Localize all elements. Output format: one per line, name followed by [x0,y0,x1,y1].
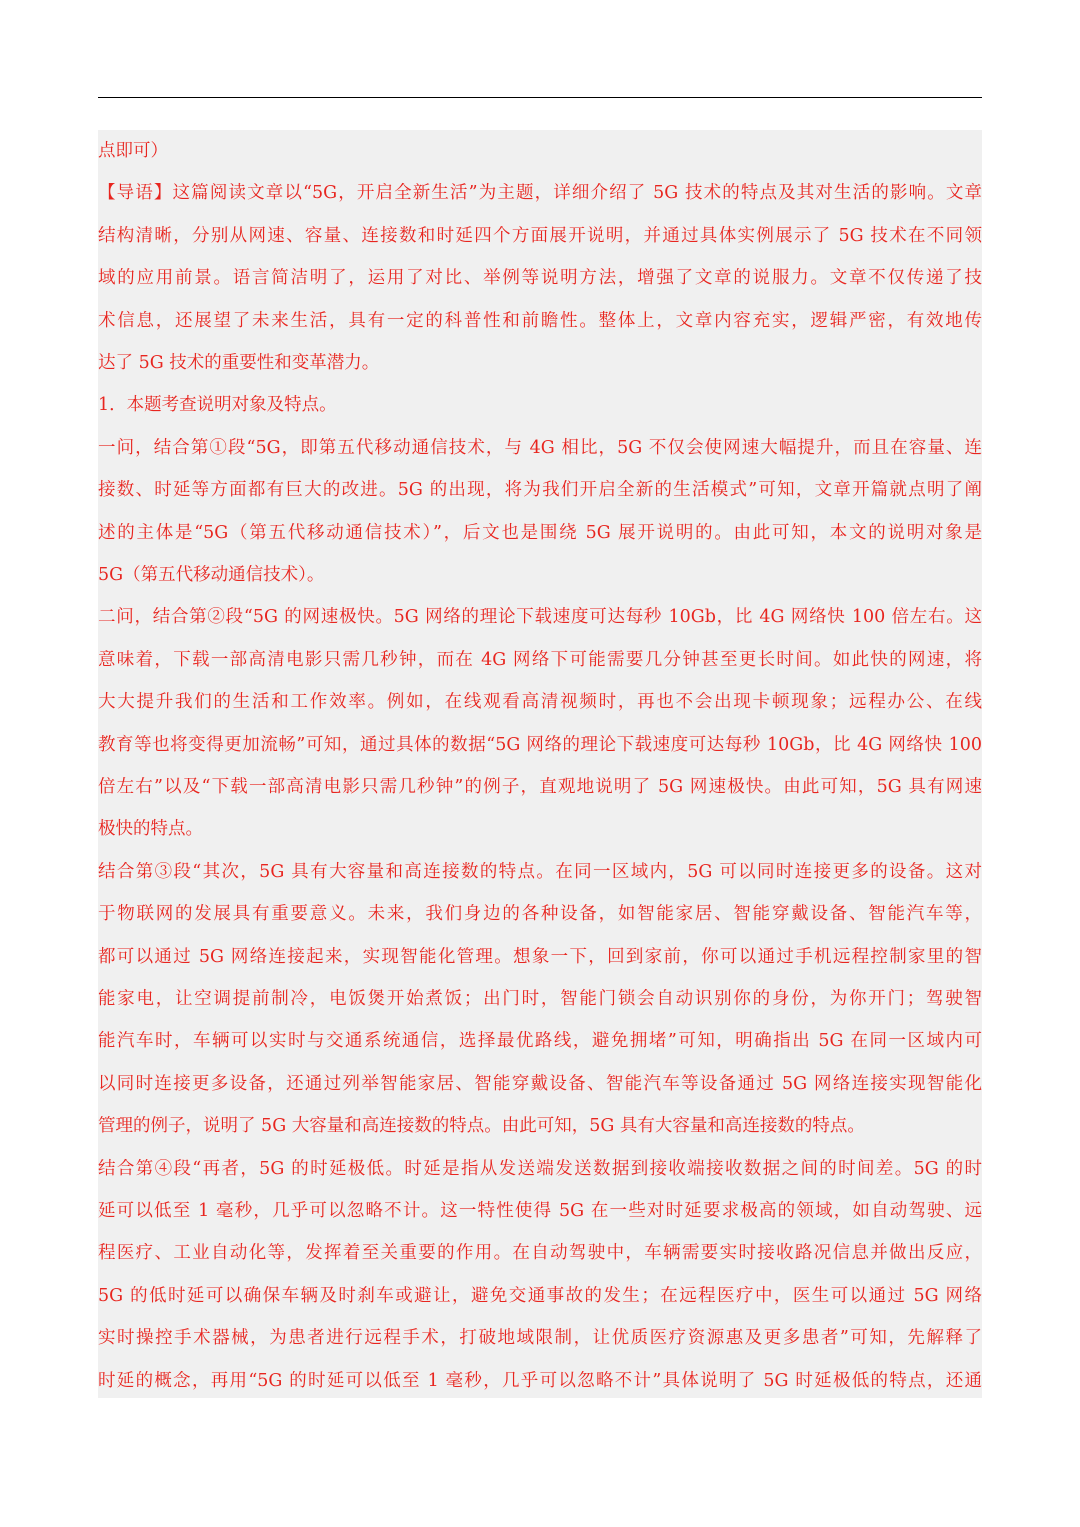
text-line: 延可以低至 1 毫秒，几乎可以忽略不计。这一特性使得 5G 在一些对时延要求极高的领域，如自动驾驶、远 [98,1201,982,1221]
text-line: 实时操控手术器械，为患者进行远程手术，打破地域限制，让优质医疗资源惠及更多患者”可知，先解释了 [98,1328,982,1349]
text-line: 程医疗、工业自动化等，发挥着至关重要的作用。在自动驾驶中，车辆需要实时接收路况信息并做出反应， [98,1243,982,1264]
text-line: 教育等也将变得更加流畅”可知，通过具体的数据“5G 网络的理论下载速度可达每秒 10Gb，比 4G 网络快 100 [98,734,982,755]
text-line: 以同时连接更多设备，还通过列举智能家居、智能穿戴设备、智能汽车等设备通过 5G 网络连接实现智能化 [98,1073,982,1094]
text-line: 达了 5G 技术的重要性和变革潜力。 [98,353,380,373]
text-line: 【导语】这篇阅读文章以“5G，开启全新生活”为主题，详细介绍了 5G 技术的特点及其对生活的影响。文章 [98,183,982,204]
text-line: 域的应用前景。语言简洁明了，运用了对比、举例等说明方法，增强了文章的说服力。文章不仅传递了技 [98,268,982,289]
text-line: 意味着，下载一部高清电影只需几秒钟，而在 4G 网络下可能需要几分钟甚至更长时间。如此快的网速，将 [98,649,982,670]
text-line: 能家电，让空调提前制冷，电饭煲开始煮饭；出门时，智能门锁会自动识别你的身份，为你开门；驾驶智 [98,989,982,1009]
text-line: 时延的概念，再用“5G 的时延可以低至 1 毫秒，几乎可以忽略不计”具体说明了 5G 时延极低的特点，还通 [98,1370,982,1391]
text-line: 极快的特点。 [98,819,203,840]
text-line: 管理的例子，说明了 5G 大容量和高连接数的特点。由此可知，5G 具有大容量和高连接数的特点。 [98,1116,865,1137]
text-line: 能汽车时，车辆可以实时与交通系统通信，选择最优路线，避免拥堵”可知，明确指出 5G 在同一区域内可 [98,1031,982,1052]
text-line: 大大提升我们的生活和工作效率。例如，在线观看高清视频时，再也不会出现卡顿现象；远程办公、在线 [98,692,982,713]
answer-text-block [98,130,982,1398]
text-line: 1．本题考查说明对象及特点。 [98,395,337,416]
text-line: 结构清晰，分别从网速、容量、连接数和时延四个方面展开说明，并通过具体实例展示了 5G 技术在不同领 [98,225,982,246]
header-rule [98,97,982,98]
text-line: 于物联网的发展具有重要意义。未来，我们身边的各种设备，如智能家居、智能穿戴设备、智能汽车等， [98,904,982,925]
text-line: 一问，结合第①段“5G，即第五代移动通信技术，与 4G 相比，5G 不仅会使网速大幅提升，而且在容量、连 [98,437,982,458]
text-line: 点即可） [98,141,168,161]
text-line: 倍左右”以及“下载一部高清电影只需几秒钟”的例子，直观地说明了 5G 网速极快。由此可知，5G 具有网速 [98,777,982,797]
text-line: 结合第④段“再者，5G 的时延极低。时延是指从发送端发送数据到接收端接收数据之间的时间差。5G 的时 [98,1158,982,1179]
text-line: 5G（第五代移动通信技术）。 [98,565,325,585]
text-line: 接数、时延等方面都有巨大的改进。5G 的出现，将为我们开启全新的生活模式”可知，文章开篇就点明了阐 [98,480,982,501]
text-line: 5G 的低时延可以确保车辆及时刹车或避让，避免交通事故的发生；在远程医疗中，医生可以通过 5G 网络 [98,1285,982,1306]
text-line: 二问，结合第②段“5G 的网速极快。5G 网络的理论下载速度可达每秒 10Gb，比 4G 网络快 100 倍左右。这 [98,607,982,628]
text-line: 都可以通过 5G 网络连接起来，实现智能化管理。想象一下，回到家前，你可以通过手机远程控制家里的智 [98,946,982,967]
text-line: 述的主体是“5G（第五代移动通信技术）”，后文也是围绕 5G 展开说明的。由此可知，本文的说明对象是 [98,522,982,543]
text-line: 结合第③段“其次，5G 具有大容量和高连接数的特点。在同一区域内，5G 可以同时连接更多的设备。这对 [98,861,982,882]
text-line: 术信息，还展望了未来生活，具有一定的科普性和前瞻性。整体上，文章内容充实，逻辑严密，有效地传 [98,310,982,331]
